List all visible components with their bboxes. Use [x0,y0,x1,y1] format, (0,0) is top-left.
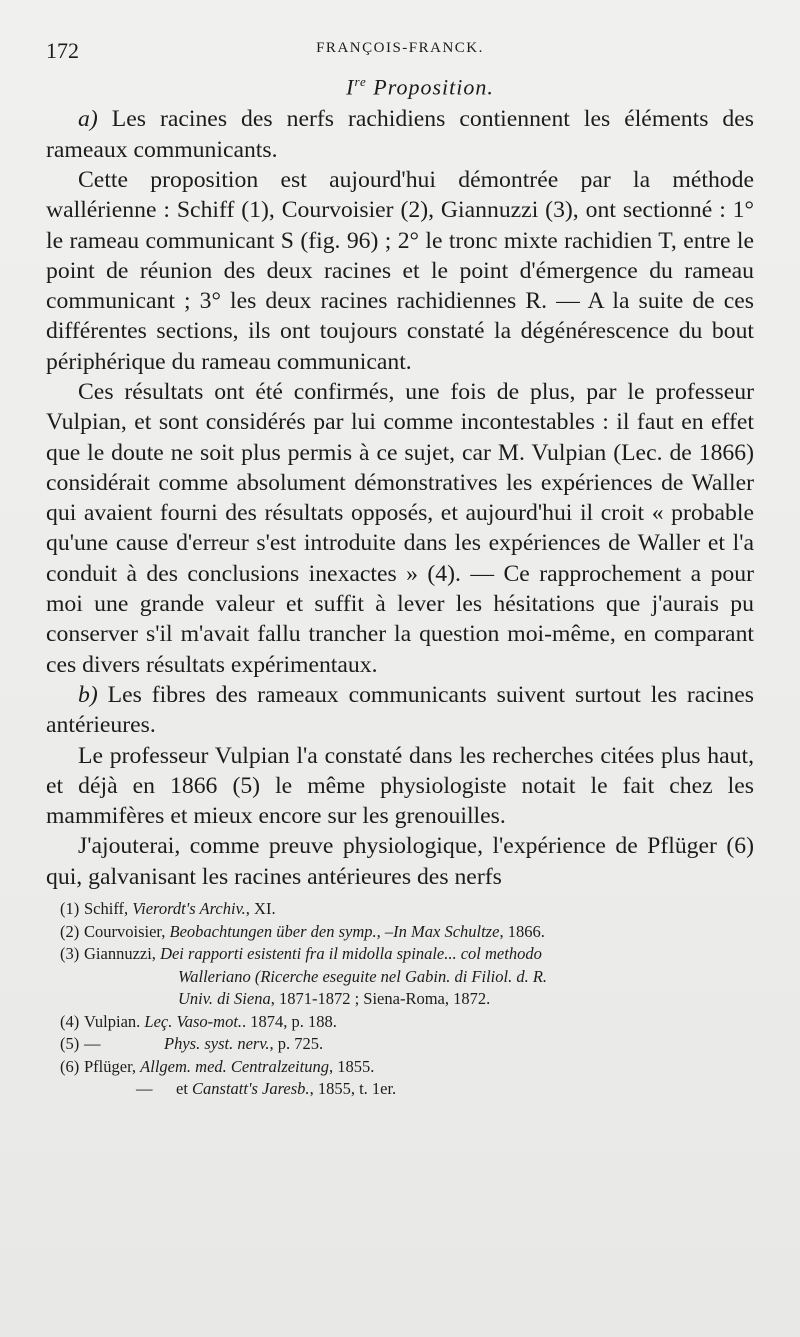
footnote-rest: , XI. [245,899,276,919]
footnote-number: (5) [60,1034,80,1054]
footnote-work: Leç. Vaso-mot. [144,1011,243,1031]
footnote-work: Phys. syst. nerv. [164,1034,270,1054]
footnote-number: (6) [60,1056,80,1076]
paragraph-results: Ces résultats ont été confirmés, une fois de plus, par le professeur Vulpian, et sont considérés par lui comme incontestables : il faut en effet que le doute ne soit plus permis à ce sujet, car M. Vulpian (Lec. de 1866) considérait comme absolument démonstratives les expériences de Waller qui avaient fourni des résultats opposés, et aujourd'hui il croit « probable qu'une cause d'erreur s'est introduite dans les expériences de Waller et l'a conduit à des conclusions inexactes » (4). — Ce rapprochement a pour moi une grande valeur et suffit à lever les hésitations que j'aurais pu conserver s'il m'avait fallu trancher la question moi-même, en comparant ces divers résultats expérimentaux. [46,379,754,678]
section-title-numeral: I [346,74,355,100]
footnote-rest: , 1871-1872 ; Siena-Roma, 1872. [270,989,491,1009]
footnote-author: Pflüger, [84,1056,141,1076]
paragraph-a [46,104,754,165]
footnote-work: Allgem. med. Centralzeitung [140,1056,329,1076]
body-text [46,104,754,892]
footnote-author: Schiff, [84,899,133,919]
section-title [86,74,754,100]
footnote [46,943,754,966]
footnote-rest: . 1874, p. 188. [242,1011,337,1031]
paragraph-b [46,680,754,741]
footnotes [46,898,754,1101]
paragraph-marker: b) [78,681,98,708]
running-head: FRANÇOIS-FRANCK. [316,40,484,56]
footnote-author: Giannuzzi, [84,944,161,964]
footnote [46,1056,754,1079]
footnote-continuation [46,1078,754,1101]
footnote-rest: , – [376,921,394,941]
footnote-dash: — [136,1079,153,1099]
paragraph-pfluger: J'ajouterai, comme preuve physiologique, l'expérience de Pflüger (6) qui, galvanisant les racines antérieures des nerfs [46,833,754,890]
paragraph-text: Les fibres des rameaux communicants suivent surtout les racines antérieures. [46,681,754,739]
footnote [46,1033,754,1056]
footnote [46,921,754,944]
page-header [46,30,754,64]
footnote-rest: , 1855, t. 1er. [309,1079,397,1099]
footnote-work: Univ. di Siena [178,989,271,1009]
footnote-work: Dei rapporti esistenti fra il midolla spinale... col methodo [160,944,542,964]
section-title-label: Proposition. [373,74,494,100]
footnote-number: (2) [60,921,80,941]
footnote-rest: , p. 725. [269,1034,324,1054]
footnote-rest: , 1866. [499,921,545,941]
footnote-work: Beobachtungen über den symp. [169,921,377,941]
footnote-number: (1) [60,899,80,919]
footnote-author: Courvoisier, [84,921,170,941]
paragraph-method: Cette proposition est aujourd'hui démontrée par la méthode wallérienne : Schiff (1), Courvoisier (2), Giannuzzi (3), ont sectionné : 1° le rameau communicant S (fig. 96) ; 2° le tronc mixte rachidien T, entre le point de réunion des deux racines et le point d'émergence du rameau communicant ; 3° les deux racines rachidiennes R. — A la suite de ces différentes sections, ils ont toujours constaté la dégénérescence du bout périphérique du rameau communicant. [46,166,754,375]
footnote-dash: — [84,1034,101,1054]
footnote [46,1011,754,1034]
footnote-prefix: et [176,1079,193,1099]
paragraph-marker: a) [78,106,98,133]
footnote [46,898,754,921]
footnote-work: Canstatt's Jaresb. [192,1079,310,1099]
paragraph-text: Les racines des nerfs rachidiens contiennent les éléments des rameaux communicants. [46,106,754,163]
paragraph-vulpian: Le professeur Vulpian l'a constaté dans les recherches citées plus haut, et déjà en 1866 (5) le même physiologiste notait le fait chez les mammifères et mieux encore sur les grenouilles. [46,742,754,830]
footnote-continuation: Walleriano (Ricerche eseguite nel Gabin. di Filiol. d. R. [178,966,548,986]
footnote-continuation [46,988,754,1011]
footnote-work: Vierordt's Archiv. [132,899,246,919]
footnote-work: In Max Schultze [393,921,500,941]
section-title-ordinal: re [354,74,367,89]
footnote-number: (4) [60,1011,80,1031]
footnote-author: Vulpian. [84,1011,145,1031]
page-number: 172 [46,38,79,63]
footnote-rest: , 1855. [328,1056,375,1076]
footnote-number: (3) [60,944,80,964]
